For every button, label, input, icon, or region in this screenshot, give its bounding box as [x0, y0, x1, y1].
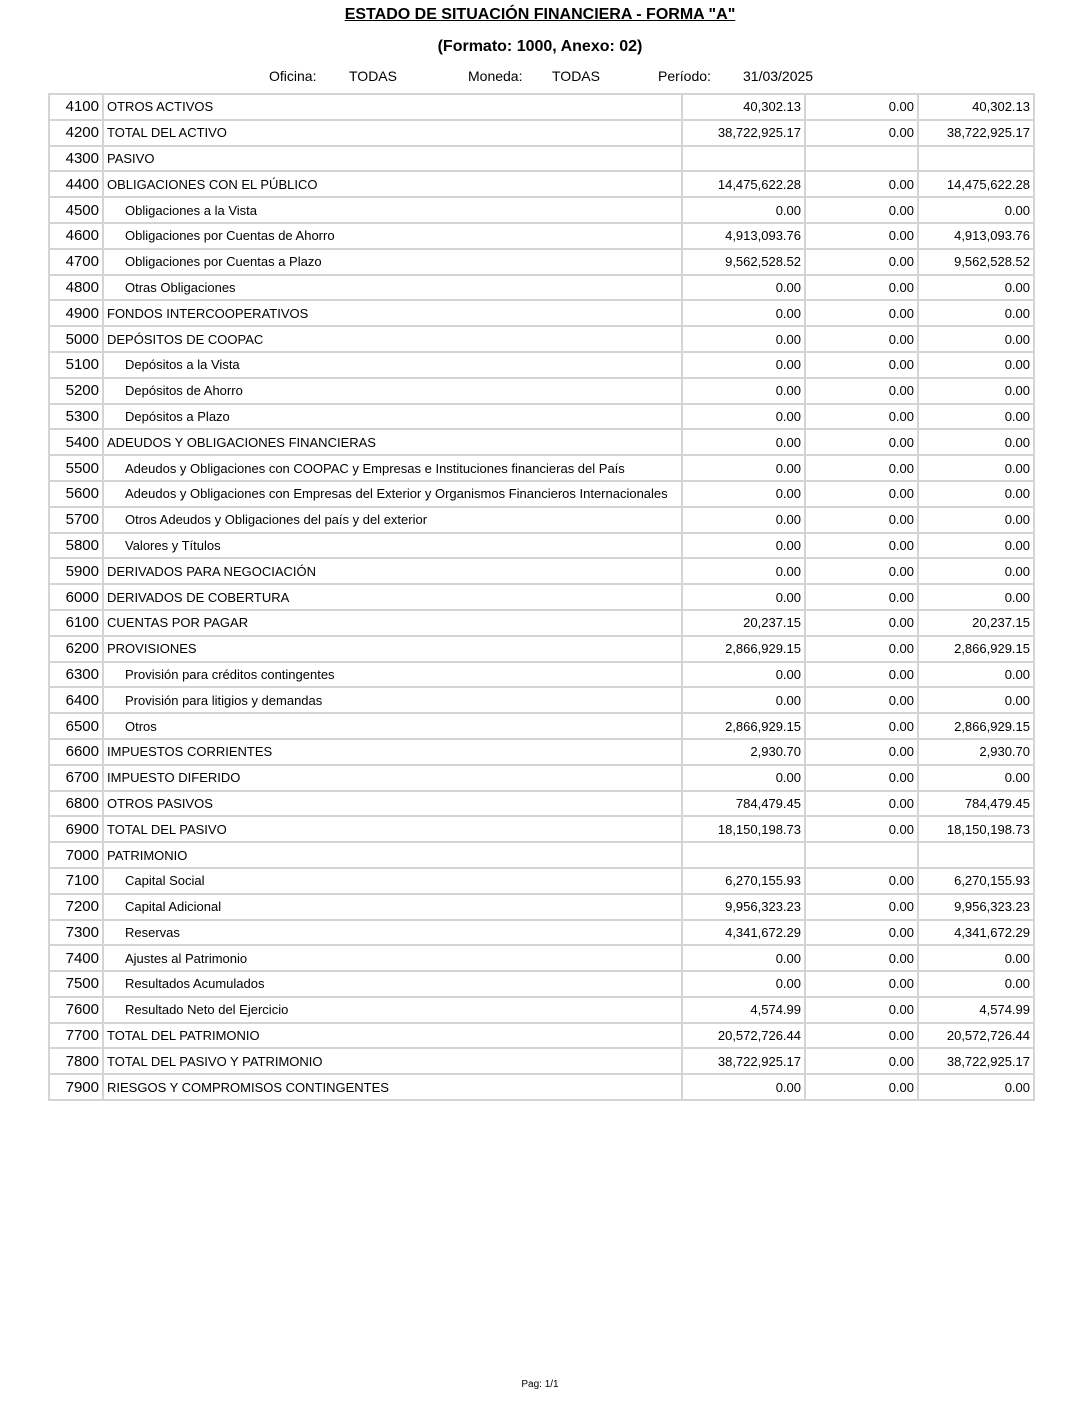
- amount-col-1: 9,562,528.52: [682, 249, 805, 275]
- account-description: Otros: [103, 713, 682, 739]
- table-row: [49, 481, 1034, 507]
- amount-col-2: 0.00: [805, 249, 918, 275]
- amount-col-1: 2,866,929.15: [682, 713, 805, 739]
- amount-col-2: 0.00: [805, 171, 918, 197]
- account-code: 5500: [49, 455, 103, 481]
- amount-col-3: 9,956,323.23: [918, 894, 1034, 920]
- amount-col-3: 0.00: [918, 429, 1034, 455]
- account-code: 7100: [49, 868, 103, 894]
- table-row: [49, 455, 1034, 481]
- table-row: [49, 249, 1034, 275]
- amount-col-2: 0.00: [805, 971, 918, 997]
- amount-col-1: 0.00: [682, 662, 805, 688]
- account-description: TOTAL DEL PASIVO: [103, 816, 682, 842]
- account-description: Depósitos a Plazo: [103, 404, 682, 430]
- account-code: 6300: [49, 662, 103, 688]
- amount-col-2: 0.00: [805, 713, 918, 739]
- amount-col-3: 2,930.70: [918, 739, 1034, 765]
- account-description: Valores y Títulos: [103, 533, 682, 559]
- amount-col-2: 0.00: [805, 920, 918, 946]
- page-number: Pag: 1/1: [521, 1379, 559, 1390]
- amount-col-2: 0.00: [805, 791, 918, 817]
- amount-col-2: 0.00: [805, 765, 918, 791]
- amount-col-3: 0.00: [918, 558, 1034, 584]
- account-description: PASIVO: [103, 146, 682, 172]
- amount-col-2: 0.00: [805, 1023, 918, 1049]
- account-description: Resultados Acumulados: [103, 971, 682, 997]
- amount-col-1: 4,574.99: [682, 997, 805, 1023]
- account-description: IMPUESTOS CORRIENTES: [103, 739, 682, 765]
- amount-col-2: 0.00: [805, 120, 918, 146]
- amount-col-2: 0.00: [805, 326, 918, 352]
- account-description: TOTAL DEL ACTIVO: [103, 120, 682, 146]
- financial-statement-table: [48, 93, 1035, 1101]
- account-code: 6500: [49, 713, 103, 739]
- amount-col-2: 0.00: [805, 816, 918, 842]
- amount-col-1: 0.00: [682, 971, 805, 997]
- amount-col-3: 14,475,622.28: [918, 171, 1034, 197]
- account-code: 4900: [49, 300, 103, 326]
- amount-col-3: 2,866,929.15: [918, 636, 1034, 662]
- table-row: [49, 868, 1034, 894]
- account-code: 6900: [49, 816, 103, 842]
- amount-col-3: 0.00: [918, 971, 1034, 997]
- account-code: 4200: [49, 120, 103, 146]
- amount-col-1: 0.00: [682, 507, 805, 533]
- account-description: DERIVADOS PARA NEGOCIACIÓN: [103, 558, 682, 584]
- account-code: 5300: [49, 404, 103, 430]
- account-code: 7000: [49, 842, 103, 868]
- amount-col-2: 0.00: [805, 352, 918, 378]
- amount-col-2: 0.00: [805, 481, 918, 507]
- account-code: 7500: [49, 971, 103, 997]
- table-row: [49, 662, 1034, 688]
- account-code: 7700: [49, 1023, 103, 1049]
- table-row: [49, 171, 1034, 197]
- amount-col-2: 0.00: [805, 584, 918, 610]
- amount-col-2: 0.00: [805, 197, 918, 223]
- account-description: Resultado Neto del Ejercicio: [103, 997, 682, 1023]
- table-row: [49, 636, 1034, 662]
- table-row: [49, 816, 1034, 842]
- amount-col-1: 784,479.45: [682, 791, 805, 817]
- account-code: 4500: [49, 197, 103, 223]
- account-description: DERIVADOS DE COBERTURA: [103, 584, 682, 610]
- amount-col-1: 0.00: [682, 300, 805, 326]
- amount-col-3: 0.00: [918, 507, 1034, 533]
- amount-col-2: 0.00: [805, 687, 918, 713]
- amount-col-1: 40,302.13: [682, 94, 805, 120]
- amount-col-3: 0.00: [918, 765, 1034, 791]
- periodo-value: 31/03/2025: [743, 68, 814, 84]
- amount-col-1: 20,237.15: [682, 610, 805, 636]
- table-row: [49, 1074, 1034, 1100]
- account-code: 4700: [49, 249, 103, 275]
- amount-col-1: 0.00: [682, 197, 805, 223]
- account-code: 4100: [49, 94, 103, 120]
- account-code: 5100: [49, 352, 103, 378]
- amount-col-2: 0.00: [805, 868, 918, 894]
- amount-col-1: 0.00: [682, 275, 805, 301]
- account-code: 6400: [49, 687, 103, 713]
- oficina-value: TODAS: [349, 68, 397, 84]
- amount-col-1: 0.00: [682, 584, 805, 610]
- account-description: Provisión para litigios y demandas: [103, 687, 682, 713]
- account-code: 5900: [49, 558, 103, 584]
- amount-col-3: 38,722,925.17: [918, 1048, 1034, 1074]
- account-code: 7400: [49, 945, 103, 971]
- table-row: [49, 507, 1034, 533]
- amount-col-3: 0.00: [918, 352, 1034, 378]
- amount-col-3: 4,341,672.29: [918, 920, 1034, 946]
- table-row: [49, 558, 1034, 584]
- account-code: 5000: [49, 326, 103, 352]
- amount-col-3: 4,574.99: [918, 997, 1034, 1023]
- moneda-label: Moneda:: [468, 68, 523, 84]
- table-row: [49, 713, 1034, 739]
- table-row: [49, 326, 1034, 352]
- account-description: OTROS PASIVOS: [103, 791, 682, 817]
- amount-col-3: 0.00: [918, 326, 1034, 352]
- table-row: [49, 739, 1034, 765]
- account-description: Capital Social: [103, 868, 682, 894]
- account-description: Obligaciones a la Vista: [103, 197, 682, 223]
- account-code: 5800: [49, 533, 103, 559]
- account-code: 6000: [49, 584, 103, 610]
- amount-col-3: 0.00: [918, 481, 1034, 507]
- amount-col-3: 0.00: [918, 584, 1034, 610]
- oficina-label: Oficina:: [269, 68, 317, 84]
- amount-col-3: 0.00: [918, 275, 1034, 301]
- table-row: [49, 1023, 1034, 1049]
- amount-col-2: 0.00: [805, 223, 918, 249]
- table-row: [49, 791, 1034, 817]
- account-description: Otras Obligaciones: [103, 275, 682, 301]
- amount-col-2: 0.00: [805, 275, 918, 301]
- account-description: Provisión para créditos contingentes: [103, 662, 682, 688]
- amount-col-1: 0.00: [682, 326, 805, 352]
- amount-col-3: 0.00: [918, 378, 1034, 404]
- account-description: Otros Adeudos y Obligaciones del país y del exterior: [103, 507, 682, 533]
- account-code: 5400: [49, 429, 103, 455]
- amount-col-2: 0.00: [805, 1048, 918, 1074]
- account-code: 6200: [49, 636, 103, 662]
- table-body: [49, 94, 1034, 1100]
- table-row: [49, 146, 1034, 172]
- table-row: [49, 894, 1034, 920]
- table-row: [49, 378, 1034, 404]
- amount-col-2: 0.00: [805, 1074, 918, 1100]
- amount-col-1: 38,722,925.17: [682, 1048, 805, 1074]
- account-description: ADEUDOS Y OBLIGACIONES FINANCIERAS: [103, 429, 682, 455]
- account-description: Depósitos a la Vista: [103, 352, 682, 378]
- amount-col-3: 40,302.13: [918, 94, 1034, 120]
- account-description: Ajustes al Patrimonio: [103, 945, 682, 971]
- account-description: TOTAL DEL PASIVO Y PATRIMONIO: [103, 1048, 682, 1074]
- account-code: 4300: [49, 146, 103, 172]
- table-row: [49, 533, 1034, 559]
- account-code: 6800: [49, 791, 103, 817]
- amount-col-3: 0.00: [918, 1074, 1034, 1100]
- amount-col-3: 9,562,528.52: [918, 249, 1034, 275]
- table-row: [49, 610, 1034, 636]
- table-row: [49, 300, 1034, 326]
- table-row: [49, 997, 1034, 1023]
- amount-col-2: 0.00: [805, 94, 918, 120]
- table-row: [49, 765, 1034, 791]
- account-description: CUENTAS POR PAGAR: [103, 610, 682, 636]
- amount-col-1: 0.00: [682, 429, 805, 455]
- amount-col-1: 4,913,093.76: [682, 223, 805, 249]
- amount-col-1: [682, 842, 805, 868]
- account-code: 7200: [49, 894, 103, 920]
- amount-col-1: 0.00: [682, 558, 805, 584]
- amount-col-1: 2,866,929.15: [682, 636, 805, 662]
- amount-col-1: 14,475,622.28: [682, 171, 805, 197]
- account-code: 4600: [49, 223, 103, 249]
- amount-col-2: 0.00: [805, 558, 918, 584]
- amount-col-2: 0.00: [805, 739, 918, 765]
- moneda-value: TODAS: [552, 68, 600, 84]
- amount-col-2: [805, 842, 918, 868]
- account-description: TOTAL DEL PATRIMONIO: [103, 1023, 682, 1049]
- amount-col-3: 20,237.15: [918, 610, 1034, 636]
- amount-col-3: 0.00: [918, 404, 1034, 430]
- report-subtitle: (Formato: 1000, Anexo: 02): [437, 38, 643, 55]
- table-row: [49, 584, 1034, 610]
- amount-col-1: [682, 146, 805, 172]
- amount-col-2: 0.00: [805, 533, 918, 559]
- account-description: OTROS ACTIVOS: [103, 94, 682, 120]
- account-description: Adeudos y Obligaciones con Empresas del Exterior y Organismos Financieros Internacionales: [103, 481, 682, 507]
- report-title: ESTADO DE SITUACIÓN FINANCIERA - FORMA "A": [344, 6, 736, 23]
- amount-col-3: 0.00: [918, 533, 1034, 559]
- amount-col-1: 9,956,323.23: [682, 894, 805, 920]
- amount-col-3: 38,722,925.17: [918, 120, 1034, 146]
- table-row: [49, 275, 1034, 301]
- amount-col-3: 0.00: [918, 197, 1034, 223]
- amount-col-3: 18,150,198.73: [918, 816, 1034, 842]
- account-code: 5200: [49, 378, 103, 404]
- amount-col-2: 0.00: [805, 404, 918, 430]
- account-description: FONDOS INTERCOOPERATIVOS: [103, 300, 682, 326]
- amount-col-3: 0.00: [918, 300, 1034, 326]
- amount-col-1: 20,572,726.44: [682, 1023, 805, 1049]
- amount-col-1: 0.00: [682, 687, 805, 713]
- table-row: [49, 197, 1034, 223]
- amount-col-1: 18,150,198.73: [682, 816, 805, 842]
- account-description: PATRIMONIO: [103, 842, 682, 868]
- account-code: 4800: [49, 275, 103, 301]
- account-code: 7900: [49, 1074, 103, 1100]
- amount-col-1: 0.00: [682, 352, 805, 378]
- table-row: [49, 120, 1034, 146]
- amount-col-3: 0.00: [918, 455, 1034, 481]
- account-description: Depósitos de Ahorro: [103, 378, 682, 404]
- table-row: [49, 94, 1034, 120]
- table-row: [49, 842, 1034, 868]
- periodo-label: Período:: [658, 68, 711, 84]
- amount-col-3: 4,913,093.76: [918, 223, 1034, 249]
- table-row: [49, 1048, 1034, 1074]
- table-row: [49, 920, 1034, 946]
- table-row: [49, 404, 1034, 430]
- amount-col-3: 0.00: [918, 687, 1034, 713]
- account-code: 6100: [49, 610, 103, 636]
- account-code: 6700: [49, 765, 103, 791]
- amount-col-1: 0.00: [682, 533, 805, 559]
- amount-col-1: 0.00: [682, 455, 805, 481]
- amount-col-1: 0.00: [682, 378, 805, 404]
- account-code: 6600: [49, 739, 103, 765]
- amount-col-2: 0.00: [805, 997, 918, 1023]
- account-description: Adeudos y Obligaciones con COOPAC y Empresas e Instituciones financieras del País: [103, 455, 682, 481]
- table-row: [49, 429, 1034, 455]
- table-row: [49, 945, 1034, 971]
- table-row: [49, 223, 1034, 249]
- table-row: [49, 971, 1034, 997]
- account-description: RIESGOS Y COMPROMISOS CONTINGENTES: [103, 1074, 682, 1100]
- table-row: [49, 352, 1034, 378]
- amount-col-1: 6,270,155.93: [682, 868, 805, 894]
- amount-col-1: 4,341,672.29: [682, 920, 805, 946]
- amount-col-2: 0.00: [805, 507, 918, 533]
- amount-col-3: 0.00: [918, 662, 1034, 688]
- table-row: [49, 687, 1034, 713]
- amount-col-3: 20,572,726.44: [918, 1023, 1034, 1049]
- account-description: Capital Adicional: [103, 894, 682, 920]
- amount-col-2: 0.00: [805, 894, 918, 920]
- amount-col-1: 0.00: [682, 1074, 805, 1100]
- account-code: 5700: [49, 507, 103, 533]
- account-description: IMPUESTO DIFERIDO: [103, 765, 682, 791]
- amount-col-2: 0.00: [805, 429, 918, 455]
- amount-col-2: 0.00: [805, 662, 918, 688]
- amount-col-2: [805, 146, 918, 172]
- amount-col-3: 0.00: [918, 945, 1034, 971]
- account-description: OBLIGACIONES CON EL PÚBLICO: [103, 171, 682, 197]
- amount-col-3: [918, 842, 1034, 868]
- account-description: DEPÓSITOS DE COOPAC: [103, 326, 682, 352]
- amount-col-2: 0.00: [805, 300, 918, 326]
- account-code: 7600: [49, 997, 103, 1023]
- amount-col-1: 0.00: [682, 481, 805, 507]
- amount-col-3: 6,270,155.93: [918, 868, 1034, 894]
- amount-col-1: 2,930.70: [682, 739, 805, 765]
- amount-col-2: 0.00: [805, 945, 918, 971]
- account-code: 7300: [49, 920, 103, 946]
- amount-col-2: 0.00: [805, 455, 918, 481]
- amount-col-2: 0.00: [805, 636, 918, 662]
- amount-col-3: 784,479.45: [918, 791, 1034, 817]
- amount-col-3: [918, 146, 1034, 172]
- amount-col-2: 0.00: [805, 378, 918, 404]
- amount-col-2: 0.00: [805, 610, 918, 636]
- account-description: PROVISIONES: [103, 636, 682, 662]
- account-description: Obligaciones por Cuentas a Plazo: [103, 249, 682, 275]
- amount-col-1: 0.00: [682, 404, 805, 430]
- account-description: Reservas: [103, 920, 682, 946]
- account-description: Obligaciones por Cuentas de Ahorro: [103, 223, 682, 249]
- account-code: 5600: [49, 481, 103, 507]
- account-code: 7800: [49, 1048, 103, 1074]
- amount-col-1: 38,722,925.17: [682, 120, 805, 146]
- amount-col-1: 0.00: [682, 945, 805, 971]
- amount-col-3: 2,866,929.15: [918, 713, 1034, 739]
- account-code: 4400: [49, 171, 103, 197]
- amount-col-1: 0.00: [682, 765, 805, 791]
